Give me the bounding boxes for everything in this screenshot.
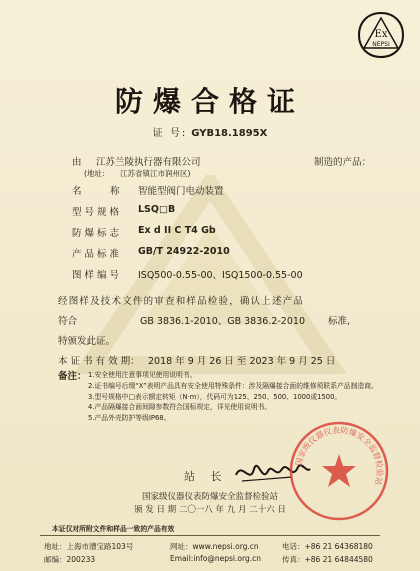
logo-ex-text: Ex [374, 29, 388, 40]
manufacturer-label: 由 [72, 157, 82, 168]
conformity-line-3: 特颁发此证。 [58, 336, 116, 347]
logo-nepsi-text: NEPSI [372, 41, 390, 48]
manufacturer-value: 江苏兰陵执行器有限公司 [96, 157, 201, 168]
issue-date: 颁 发 日 期 二〇一八 年 九 月 二十六 日 [134, 505, 286, 515]
footer-address: 地址：上海市漕宝路103号 [44, 542, 134, 551]
cert-number-value: GYB18.1895X [191, 128, 268, 139]
validity-value: 2018 年 9 月 26 日 至 2023 年 9 月 25 日 [148, 356, 336, 367]
note-item: 4.产品隔爆接合面间隙参数符合国标规定，详见使用说明书。 [88, 403, 272, 412]
seal-ring-text: 国家级仪器仪表防爆安全监督检验站 [294, 425, 385, 487]
conformity-line-1: 经图样及技术文件的审查和样品检验，确认上述产品 [58, 296, 305, 307]
note-item: 2.证书编号后缀“X”表明产品具有安全使用特殊条件：涉及隔爆接合面的维修须联系产品制造商。 [88, 381, 378, 390]
model-value: LSQ□B [138, 204, 176, 215]
model-label: 型 号 规 格 [72, 207, 120, 218]
notes-list [88, 370, 378, 424]
cert-number-label: 证 号: [152, 128, 188, 139]
footer-website: 网址：www.nepsi.org.cn [170, 542, 259, 551]
ex-mark-label: 防 爆 标 志 [72, 228, 120, 239]
notes-heading: 备注： [58, 371, 87, 382]
note-item: 3.型号规格中□表示额定转矩（N·m），代码可为125、250、500、1000或1500。 [88, 392, 342, 401]
nepsi-logo-icon [356, 10, 406, 60]
footer-phone: 电话：+86 21 64368180 [282, 542, 373, 551]
standard-label: 产 品 标 准 [72, 249, 120, 260]
footer-divider [40, 535, 380, 536]
name-value: 智能型阀门电动装置 [138, 186, 224, 197]
validity-label: 本 证 书 有 效 期： [58, 356, 140, 367]
footer-fax: 传真：+86 21 64844580 [282, 555, 373, 564]
director-label: 站 长 [184, 470, 228, 483]
name-label: 名 称 [72, 186, 120, 197]
drawing-label: 图 样 编 号 [72, 270, 120, 281]
conformity-standards: GB 3836.1-2010、GB 3836.2-2010 [140, 316, 305, 327]
ex-mark-value: Ex d II C T4 Gb [138, 225, 216, 236]
footer-postcode: 邮编：200233 [44, 555, 96, 564]
manufacturer-suffix: 制造的产品： [314, 157, 372, 168]
conformity-suffix: 标准, [328, 316, 351, 327]
note-item: 1.安全使用注意事项见使用说明书。 [88, 371, 197, 379]
note-item: 5.产品外壳防护等级IP68。 [88, 414, 171, 423]
drawing-value: ISQ500-0.55-00、ISQ1500-0.55-00 [138, 270, 303, 281]
standard-value: GB/T 24922-2010 [138, 246, 230, 257]
issuing-org: 国家级仪器仪表防爆安全监督检验站 [141, 492, 278, 502]
certificate-number [0, 124, 420, 139]
address-value: 江苏省镇江市润州区) [120, 169, 191, 178]
conformity-prefix: 符合 [58, 316, 78, 327]
address-label: (地址： [84, 169, 110, 178]
certificate-title: 防爆合格证 [114, 85, 305, 118]
footer-email: Email:info@nepsi.org.cn [170, 554, 261, 563]
validity-footnote: 本证仅对所附文件和样品一致的产品有效 [52, 525, 175, 533]
